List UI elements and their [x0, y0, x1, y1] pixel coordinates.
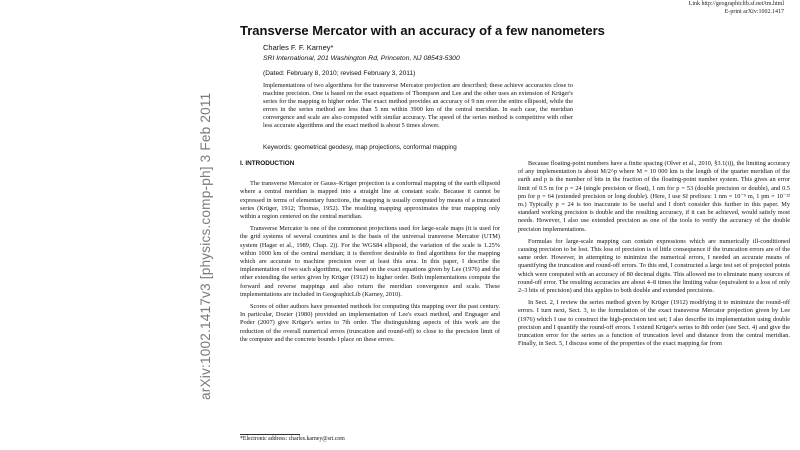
footnote: *Electronic address: charles.karney@sri.com	[240, 436, 345, 442]
footnote-divider	[240, 434, 300, 435]
paper-affiliation: SRI International, 201 Washington Rd, Princeton, NJ 08543-5300	[263, 55, 460, 62]
paragraph: Scores of other authors have presented methods for computing this mapping over the past century. In particular, Dozier (1980) provided an implementation of Lee's exact method, and Engsager and Poder (2007) give Krüger's series to 7th order. The distinguishing aspects of this work are the reduction of the overall numerical errors (truncation and round-off) to close to the precision limit of the computer and the concrete bounds I place on these errors.	[240, 303, 500, 343]
paragraph: Because floating-point numbers have a finite spacing (Olver et al., 2010, §3.1(i)), the limiting accuracy of any implementation is about M/2^p where M = 10 000 km is the length of the quarter meridian of the earth and p is the number of bits in the fraction of the floating-point number system. This gives an error limit of 0.5 m for p = 24 (single precision or float), 1 nm for p = 53 (double precision or double), and 0.5 pm for p = 64 (extended precision or long double). (Here, I use SI prefixes: 1 nm = 10⁻⁹ m, 1 pm = 10⁻¹² m.) Typically p = 24 is too inaccurate to be useful and I don't consider this further in this paper. My standard working precision is double and the resulting accuracy, if it can be achieved, would satisfy most needs. However, I also use extended precision as one of the tools to verify the accuracy of the double precision implementations.	[518, 160, 790, 233]
page-header	[689, 0, 784, 16]
paragraph: The transverse Mercator or Gauss–Krüger projection is a conformal mapping of the earth ellipsoid where a central meridian is mapped into a straight line at constant scale. Because it cannot be expressed in terms of elementary functions, the mapping is usually computed by means of a truncated series (Krüger, 1912; Thomas, 1952). The resulting mapping approximates the true mapping only within a region centered on the central meridian.	[240, 180, 500, 221]
paper-dates: (Dated: February 8, 2010; revised February 3, 2011)	[263, 70, 416, 77]
header-link-line: Link http://geographiclib.sf.net/tm.html	[688, 1, 784, 7]
left-column	[240, 160, 500, 348]
header-eprint-line: E-print arXiv:1002.1417	[724, 9, 784, 15]
paragraph: Formulas for large-scale mapping can contain expressions which are numerically ill-conditioned causing precision to be lost. This loss of precision is of little consequence if the truncation errors are of the same order. However, in attempting to minimize the numerical errors, I needed an accurate means of quantifying the truncation and round-off errors. To this end, I constructed a large test set of projected points which were computed with an accuracy of 80 decimal digits. This allowed me to eliminate many sources of round-off error. The resulting accuracies are about 4–8 times the limiting value (equivalent to a loss of only 2–3 bits of precision) and this applies to both double and extended precisions.	[518, 237, 790, 295]
right-column	[518, 160, 790, 352]
paper-author: Charles F. F. Karney*	[263, 43, 334, 52]
paper-abstract: Implementations of two algorithms for the transverse Mercator projection are described; these achieve accuracies close to machine precision. One is based on the exact equations of Thompson and Lee and the other uses an extension of Krüger's series for the mapping to higher order. The exact method provides an accuracy of 9 nm over the entire ellipsoid, while the errors in the series method are less than 5 nm within 3900 km of the central meridian. In each case, the meridian convergence and scale are also computed with similar accuracy. The speed of the series method is competitive with other less accurate algorithms and the exact method is about 5 times slower.	[263, 82, 573, 129]
paragraph: In Sect. 2, I review the series method given by Krüger (1912) modifying it to minimize the round-off errors. I turn next, Sect. 3, to the formulation of the exact transverse Mercator projection given by Lee (1976) which I use to construct the high-precision test set; I also describe its implementation using double precision and I quantify the round-off errors. I extend Krüger's series to 8th order (see Sect. 4) and give the truncation error for the series as a function of truncation level and distance from the central meridian. Finally, in Sect. 5, I discuss some of the properties of the exact mapping far from	[518, 299, 790, 348]
paper-keywords: Keywords: geometrical geodesy, map projections, conformal mapping	[263, 144, 457, 151]
section-heading: I. INTRODUCTION	[240, 160, 295, 167]
paragraph: Transverse Mercator is one of the commonest projections used for large-scale maps (it is used for the grid systems of several countries and is the basis of the universal transverse Mercator (UTM) system (Hager et al., 1989, Chap. 2)). For the WGS84 ellipsoid, the variation of the scale is 1.25% within 1000 km of the central meridian; it is therefore desirable to find algorithms for the mapping which are accurate to machine precision over at least this area. In this paper, I describe the implementation of two such algorithms, one based on the exact equations given by Lee (1976) and the other extending the series given by Krüger (1912) to higher order. Both implementations compute the forward and reverse mappings and also return the meridian convergence and scale. These implementations are included in GeographicLib (Karney, 2010).	[240, 225, 500, 298]
paper-title: Transverse Mercator with an accuracy of a few nanometers	[240, 23, 605, 38]
arxiv-side-stamp: arXiv:1002.1417v3 [physics.comp-ph] 3 Feb 2011	[198, 92, 213, 400]
